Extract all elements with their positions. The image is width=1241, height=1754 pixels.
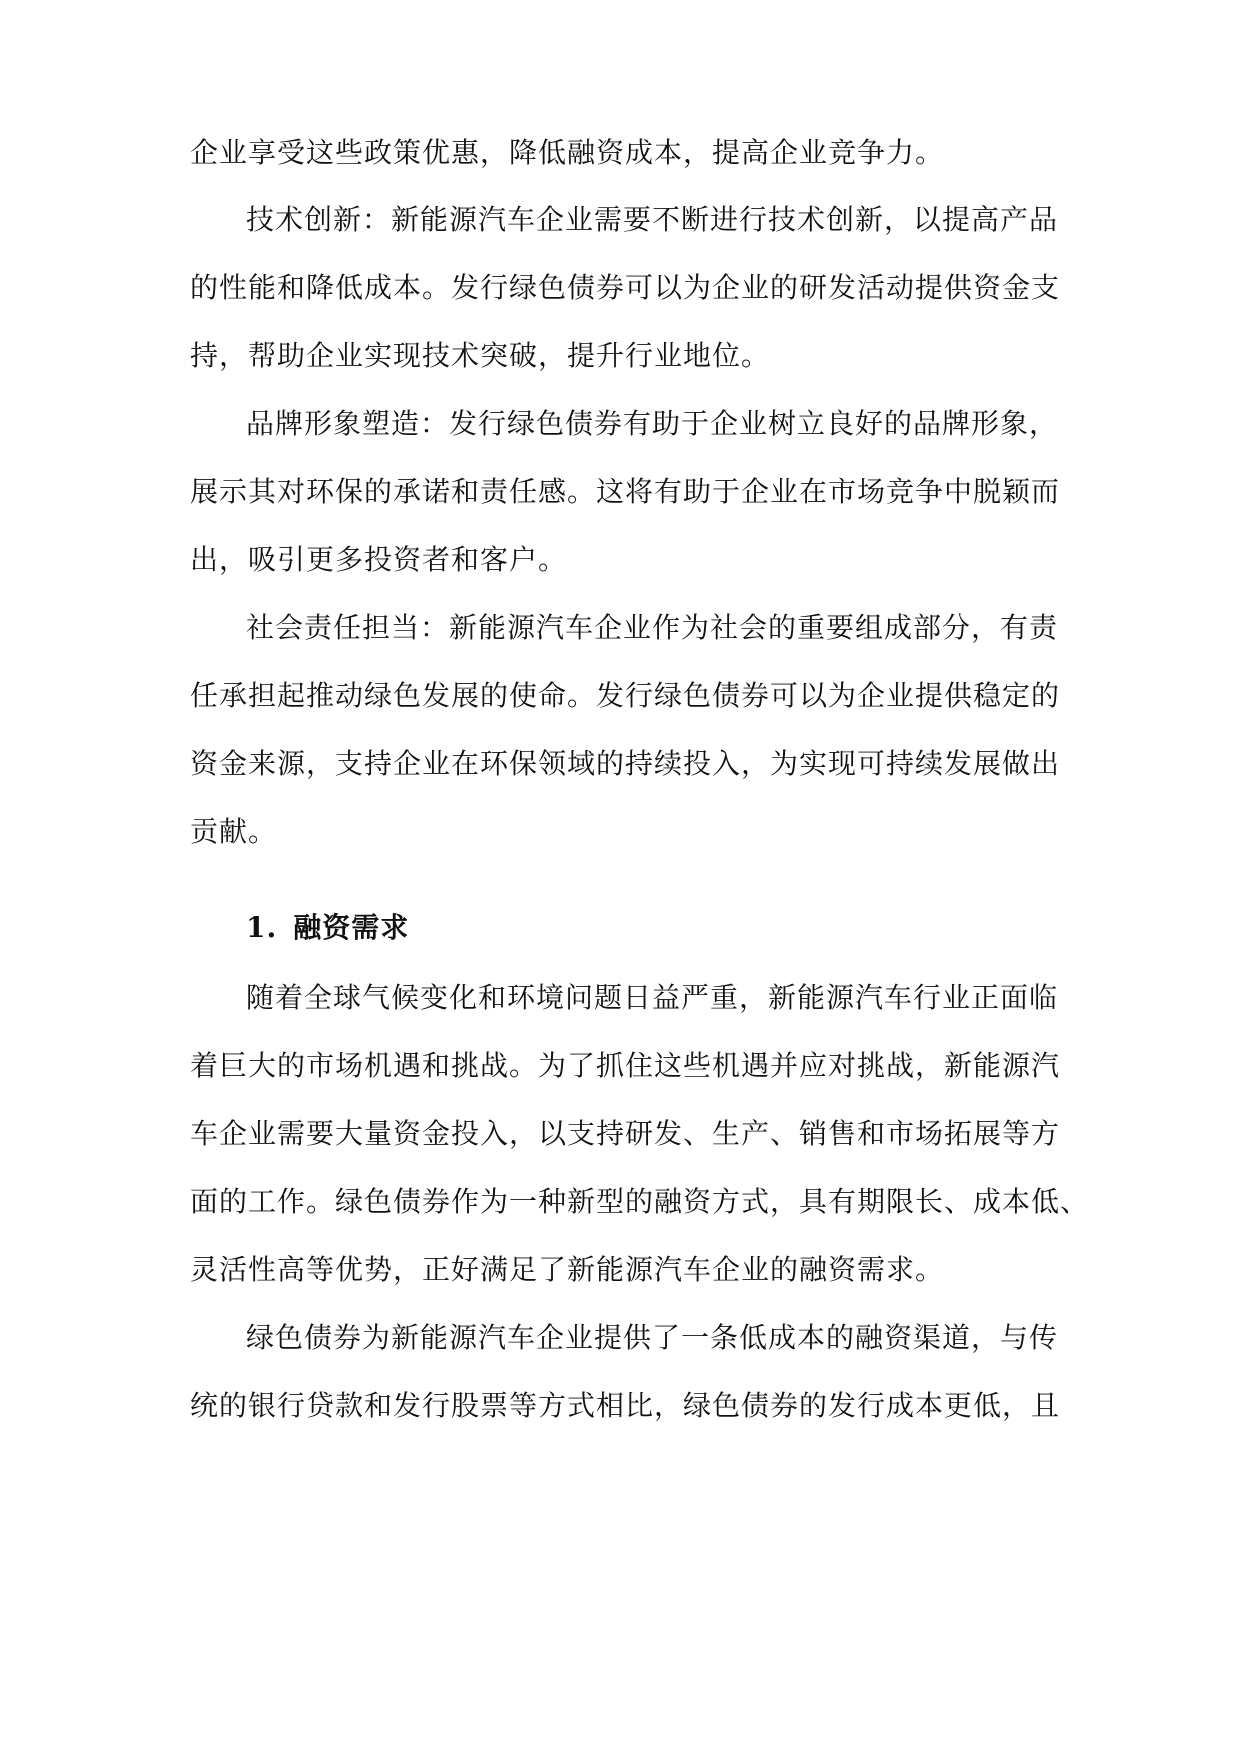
paragraph-line: 技术创新：新能源汽车企业需要不断进行技术创新，以提高产品 [246,203,1059,236]
section-number: 1. [246,911,278,944]
paragraph-line: 绿色债券为新能源汽车企业提供了一条低成本的融资渠道，与传 [246,1321,1059,1354]
paragraph-line: 面的工作。绿色债券作为一种新型的融资方式，具有期限长、成本低、 [190,1185,1090,1218]
section-title: 融资需求 [293,911,410,944]
paragraph-line: 企业享受这些政策优惠，降低融资成本，提高企业竞争力。 [190,136,945,169]
paragraph-line: 贡献。 [190,815,278,848]
paragraph-line: 统的银行贷款和发行股票等方式相比，绿色债券的发行成本更低，且 [190,1389,1061,1422]
paragraph-line: 社会责任担当：新能源汽车企业作为社会的重要组成部分，有责 [246,611,1059,644]
paragraph-line: 的性能和降低成本。发行绿色债券可以为企业的研发活动提供资金支 [190,271,1061,304]
section-heading [246,908,409,948]
paragraph-line: 资金来源，支持企业在环保领域的持续投入，为实现可持续发展做出 [190,747,1061,780]
paragraph-line: 展示其对环保的承诺和责任感。这将有助于企业在市场竞争中脱颖而 [190,475,1061,508]
paragraph-line: 出，吸引更多投资者和客户。 [190,543,568,576]
paragraph-line: 持，帮助企业实现技术突破，提升行业地位。 [190,339,771,372]
paragraph-line: 品牌形象塑造：发行绿色债券有助于企业树立良好的品牌形象， [246,407,1059,440]
paragraph-line: 车企业需要大量资金投入，以支持研发、生产、销售和市场拓展等方 [190,1117,1061,1150]
paragraph-line: 着巨大的市场机遇和挑战。为了抓住这些机遇并应对挑战，新能源汽 [190,1049,1061,1082]
paragraph-line: 任承担起推动绿色发展的使命。发行绿色债券可以为企业提供稳定的 [190,679,1061,712]
paragraph-line: 灵活性高等优势，正好满足了新能源汽车企业的融资需求。 [190,1253,945,1286]
paragraph-line: 随着全球气候变化和环境问题日益严重，新能源汽车行业正面临 [246,981,1059,1014]
